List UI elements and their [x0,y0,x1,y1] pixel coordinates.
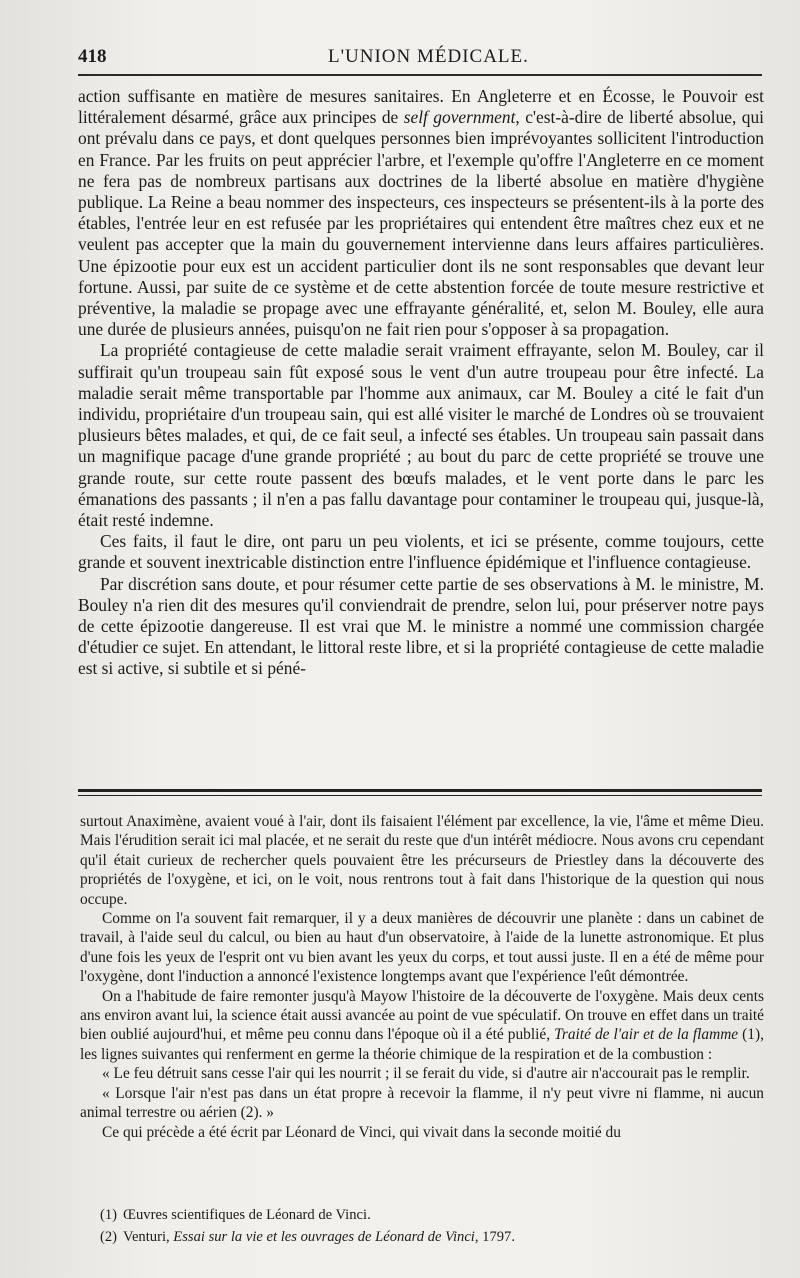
header-rule [78,74,762,76]
footnotes [100,1204,764,1248]
main-article [78,86,764,680]
feuilleton-paragraph-3: On a l'habitude de faire remonter jusqu'à Mayow l'histoire de la découverte de l'oxygène. Mais deux cents ans environ avant lui, la science était aussi avancée au point de vue spéculatif. On trouve en effet dans un traité bien oublié aujourd'hui, et même peu connu dans l'époque où il a été publié, Traité de l'air et de la flamme (1), les lignes suivantes qui renferment en germe la théorie chimique de la respiration et de la combustion : [80,987,764,1063]
main-paragraph-1: action suffisante en matière de mesures sanitaires. En Angleterre et en Écosse, le Pouvoir est littéralement désarmé, grâce aux principes de self government, c'est-à-dire de liberté absolue, qui ont prévalu dans ce pays, et dont quelques personnes bien imprévoyantes sollicitent l'introduction en France. Par les fruits on peut apprécier l'arbre, et l'exemple qu'offre l'Angleterre en ce moment ne fera pas de nombreux partisans aux doctrines de la liberté absolue en matière d'hygiène publique. La Reine a beau nommer des inspecteurs, ces inspecteurs se présentent-ils à la porte des étables, l'entrée leur en est refusée par les propriétaires qui entendent être maîtres chez eux et ne veulent pas accepter que la main du gouvernement intervienne dans leurs affaires particulières. Une épizootie pour eux est un accident particulier dont ils ne sont responsables que devant leur fortune. Aussi, par suite de ce système et de cette abstention forcée de toute mesure restrictive et préventive, la maladie se propage avec une effrayante généralité, et, selon M. Bouley, elle aura une durée de plusieurs années, puisqu'on ne fait rien pour s'opposer à sa propagation. [78,86,764,340]
main-paragraph-2: La propriété contagieuse de cette maladie serait vraiment effrayante, selon M. Bouley, car il suffirait qu'un troupeau sain fût exposé sous le vent d'un autre troupeau pour être infecté. La maladie serait même transportable par l'homme aux animaux, car M. Bouley a cité le fait d'un individu, propriétaire d'un troupeau sain, qui est allé visiter le marché de Londres où se trouvaient plusieurs bêtes malades, et qui, de ce fait seul, a infecté ses étables. Un troupeau sain passait dans un magnifique pacage d'une grande propriété ; au bout du parc de cette propriété se trouve une grande route, sur cette route passent des bœufs malades, et le vent porte dans le parc les émanations des passants ; il n'en a pas fallu davantage pour contaminer le troupeau qui, jusque-là, était resté indemne. [78,340,764,531]
feuilleton-quote-1: « Le feu détruit sans cesse l'air qui les nourrit ; il se ferait du vide, si d'autre air n'accourait pas le remplir. [102,1065,750,1083]
feuilleton-paragraph-1: surtout Anaximène, avaient voué à l'air, dont ils faisaient l'élément par excellence, la vie, l'âme et même Dieu. Mais l'érudition serait ici mal placée, et ne serait du reste que d'un intérêt médiocre. Nous avons cru cependant qu'il était curieux de rechercher quels pouvaient être les précurseurs de Priestley dans la découverte des propriétés de l'oxygène, et ici, on le voit, nous rentrons tout à fait dans l'historique de la question qui nous occupe. [80,813,764,908]
feuilleton-section [80,812,764,1142]
feuilleton-paragraph-2: Comme on l'a souvent fait remarquer, il y a deux manières de découvrir une planète : dans un cabinet de travail, à l'aide seul du calcul, ou bien au haut d'un observatoire, à l'aide de la lunette astronomique. Et plus d'une fois les yeux de l'esprit ont vu bien avant les yeux du corps, et tout aussi juste. Il en a été de même pour l'oxygène, dont l'induction a annoncé l'existence longtemps avant que l'expérience l'eût démontrée. [80,910,764,986]
footnote-1: (1) Œuvres scientifiques de Léonard de Vinci. [100,1207,371,1223]
main-paragraph-4: Par discrétion sans doute, et pour résumer cette partie de ses observations à M. le ministre, M. Bouley n'a rien dit des mesures qu'il conviendrait de prendre, selon lui, pour préserver notre pays de cette épizootie dangereuse. Il est vrai que M. le ministre a nommé une commission chargée d'étudier ce sujet. En attendant, le littoral reste libre, et si la propriété contagieuse de cette maladie est si active, si subtile et si péné- [78,573,764,679]
running-title: L'UNION MÉDICALE. [328,46,529,67]
footnote-2: (2) Venturi, Essai sur la vie et les ouvrages de Léonard de Vinci, 1797. [100,1229,515,1245]
feuilleton-paragraph-4: Ce qui précède a été écrit par Léonard de Vinci, qui vivait dans la seconde moitié du [102,1123,621,1141]
page-header [78,44,762,74]
feuilleton-separator [78,789,762,796]
page-number: 418 [78,46,107,67]
feuilleton-quote-2: « Lorsque l'air n'est pas dans un état propre à recevoir la flamme, il n'y peut vivre ni flamme, ni aucun animal terrestre ou aérien (2). » [80,1084,764,1122]
main-paragraph-3: Ces faits, il faut le dire, ont paru un peu violents, et ici se présente, comme toujours, cette grande et souvent inextricable distinction entre l'influence épidémique et l'influence contagieuse. [78,531,764,573]
